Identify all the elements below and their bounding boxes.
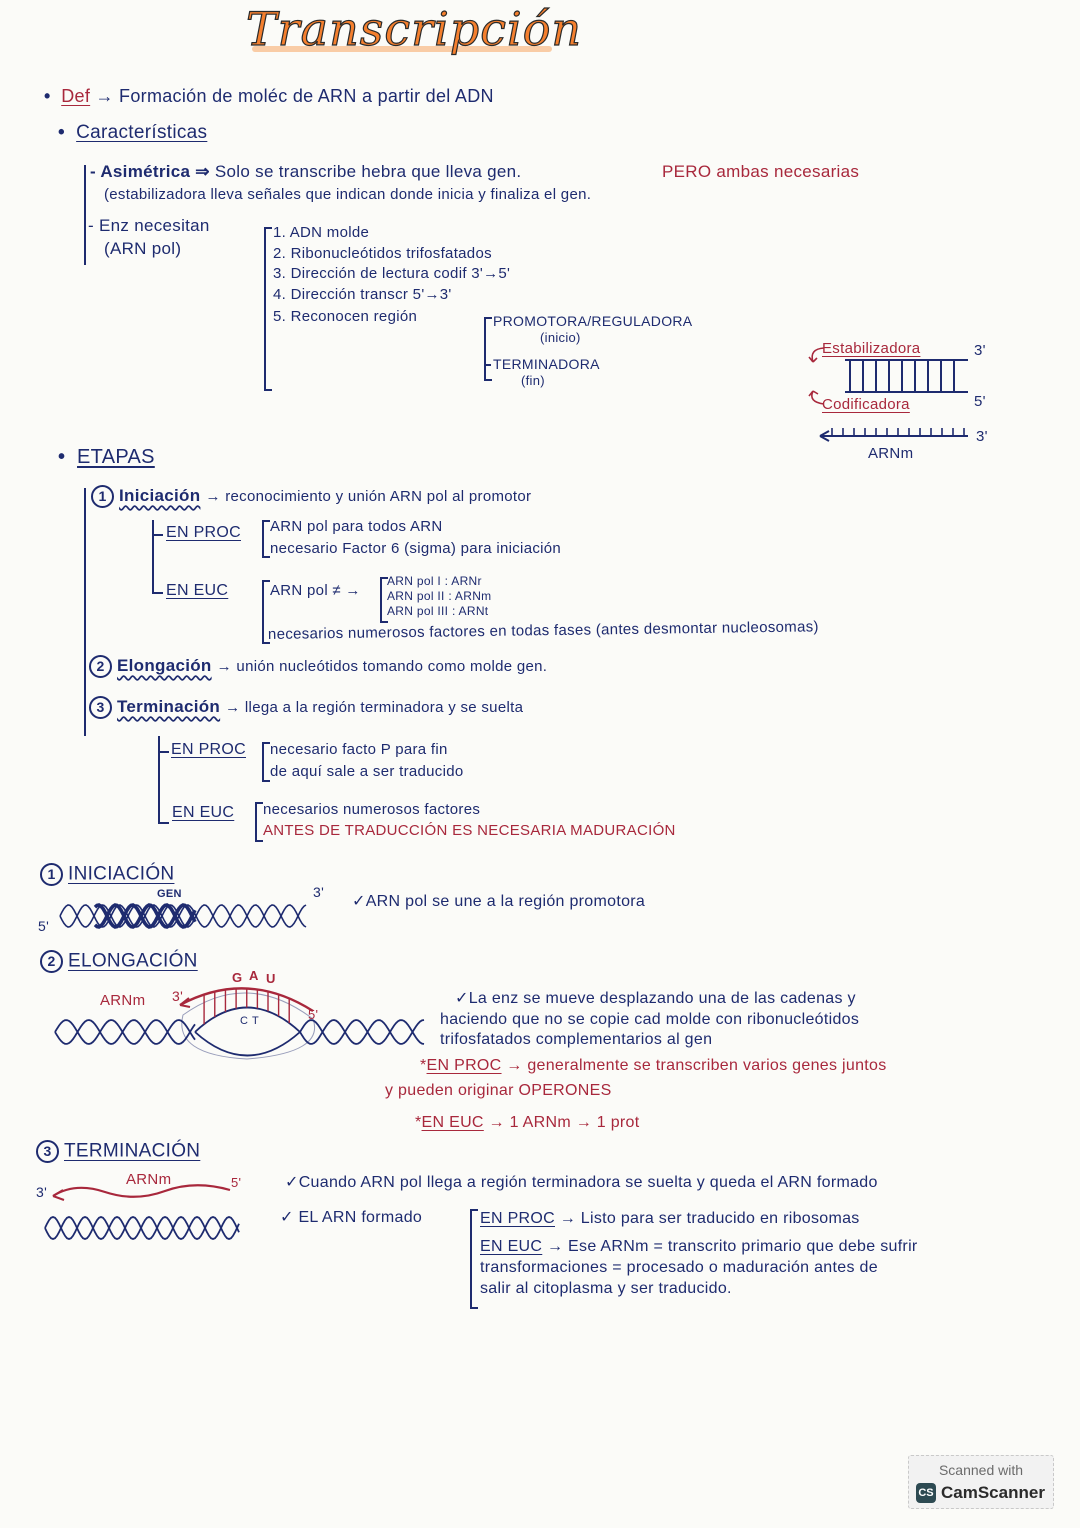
asymmetric-label: - Asimétrica ⇒	[90, 162, 210, 181]
termination-formed-label: ✓ EL ARN formado	[280, 1209, 423, 1226]
termination-sub-bar	[158, 736, 160, 824]
coding-strand-arrow	[809, 391, 824, 404]
elongation-proc-note	[420, 1057, 887, 1075]
definition-text: → Formación de moléc de ARN a partir del ADN	[95, 86, 494, 106]
initiation-note: ✓ARN pol se une a la región promotora	[352, 893, 646, 910]
strand-rna-label: ARNm	[868, 445, 914, 462]
formed-euc-text: transformaciones = procesado o maduración antes de	[480, 1259, 878, 1276]
note-prefix: *	[420, 1057, 427, 1074]
termination-proc-label: EN PROC	[171, 741, 246, 758]
elongation-euc-text: → 1 ARNm → 1 prot	[488, 1114, 640, 1131]
elongation-proc-label: EN PROC	[426, 1057, 502, 1074]
released-mrna	[45, 1176, 245, 1206]
stages-heading	[58, 446, 155, 469]
rna-base: A	[249, 968, 259, 983]
asymmetric-line	[90, 162, 521, 182]
strand-top-label: Estabilizadora	[822, 340, 921, 357]
diagram-number: 1	[40, 863, 63, 886]
formed-rna-bracket	[470, 1209, 478, 1309]
enzymes-item: 2. Ribonucleótidos trifosfatados	[273, 245, 492, 262]
characteristics-heading-text: Características	[76, 122, 208, 143]
rna-base: G	[232, 970, 243, 985]
enzymes-item: 5. Reconocen región	[273, 308, 418, 325]
initiation-proc-label: EN PROC	[166, 524, 241, 541]
enzymes-item: 4. Dirección transcr 5'→3'	[273, 286, 452, 303]
initiation-proc-line: necesario Factor 6 (sigma) para iniciación	[270, 540, 562, 557]
diagram-initiation-title: INICIACIÓN	[68, 863, 175, 885]
elongation-note: ✓La enz se mueve desplazando una de las cadenas y	[455, 990, 856, 1007]
released-mrna-strand	[53, 1185, 230, 1197]
diagram-number: 2	[40, 950, 63, 973]
strand-bottom-label: Codificadora	[822, 396, 910, 413]
asymmetric-detail: (estabilizadora lleva señales que indican donde inicia y finaliza el gen.	[104, 186, 592, 203]
enzymes-label: - Enz necesitan	[88, 216, 210, 235]
termination-euc-label: EN EUC	[172, 804, 235, 821]
termination-end5: 5'	[231, 1175, 242, 1190]
stage-number: 3	[89, 696, 112, 719]
polymerase-item: ARN pol III : ARNt	[387, 604, 489, 618]
elongation-euc-note	[415, 1114, 639, 1132]
termination-proc-line: necesario facto P para fin	[270, 741, 448, 758]
diagram-elongation-title: ELONGACIÓN	[68, 950, 198, 972]
elongation-text: → unión nucleótidos tomando como molde gen.	[216, 657, 548, 675]
region-note: (inicio)	[540, 330, 581, 345]
page-title: Transcripción	[246, 2, 583, 56]
elongation-name: Elongación	[117, 655, 212, 675]
polymerase-item: ARN pol I : ARNr	[387, 574, 482, 588]
asymmetric-note: PERO ambas necesarias	[662, 162, 860, 181]
regions-bracket	[484, 317, 492, 381]
formed-proc-line	[480, 1210, 860, 1228]
termination-name: Terminación	[117, 696, 221, 716]
scanner-badge	[908, 1455, 1054, 1509]
base-pair-rungs	[850, 360, 954, 392]
formed-euc-line	[480, 1238, 918, 1256]
termination-euc-bracket	[255, 802, 263, 842]
initiation-dna-helix	[55, 898, 315, 934]
stages-bar	[84, 488, 86, 736]
elongation-rna-end3: 3'	[172, 988, 184, 1004]
diagram-number: 3	[36, 1140, 59, 1163]
transcription-bubble-coding-strand	[195, 1032, 300, 1056]
initiation-proc-line: ARN pol para todos ARN	[270, 518, 443, 535]
termination-proc-tick	[159, 751, 169, 753]
released-mrna-arrowhead	[53, 1190, 64, 1200]
initiation-text: → reconocimiento y unión ARN pol al promotor	[205, 487, 532, 505]
camscanner-logo-icon: CS	[916, 1483, 936, 1503]
diagram-elongation-heading	[40, 950, 198, 973]
elongation-euc-label: EN EUC	[421, 1114, 484, 1131]
termination-dna-helix	[45, 1210, 245, 1246]
gene-label: GEN	[157, 888, 182, 900]
region-name: TERMINADORA	[493, 356, 600, 372]
formed-proc-text: → Listo para ser traducido en ribosomas	[559, 1210, 860, 1227]
termination-euc-line: necesarios numerosos factores	[263, 801, 481, 818]
enzymes-item: 3. Dirección de lectura codif 3'→5'	[273, 265, 511, 282]
formed-euc-label: EN EUC	[480, 1238, 543, 1255]
termination-euc-line: ANTES DE TRADUCCIÓN ES NECESARIA MADURACIÓN	[263, 822, 676, 839]
characteristics-heading	[58, 122, 207, 144]
initiation-euc-lead: ARN pol ≠ →	[270, 582, 361, 599]
formed-proc-label: EN PROC	[480, 1210, 555, 1227]
stages-heading-text: ETAPAS	[77, 446, 155, 468]
initiation-euc-tick	[153, 592, 163, 594]
termination-rna-label: ARNm	[126, 1171, 172, 1188]
initiation-proc-bracket	[262, 520, 270, 558]
diagram-termination-heading	[36, 1140, 200, 1163]
formed-euc-text: → Ese ARNm = transcrito primario que debe sufrir	[547, 1238, 918, 1255]
termination-note: ✓Cuando ARN pol llega a región terminadora se suelta y queda el ARN formado	[285, 1174, 878, 1191]
initiation-line	[91, 485, 531, 508]
strand-bottom-end: 5'	[974, 393, 986, 410]
strand-rna-end: 3'	[976, 428, 988, 445]
termination-end3: 3'	[36, 1184, 48, 1200]
characteristics-bar	[84, 165, 86, 265]
dna-base: C	[240, 1015, 249, 1027]
region-name: PROMOTORA/REGULADORA	[493, 313, 693, 329]
formed-euc-text: salir al citoplasma y ser traducido.	[480, 1280, 732, 1297]
stabilizing-strand-arrow	[809, 348, 824, 362]
region-note: (fin)	[521, 373, 545, 388]
polymerase-item: ARN pol II : ARNm	[387, 589, 492, 603]
scanner-caption: Scanned with	[938, 1462, 1024, 1478]
dna-strand-diagram	[800, 340, 980, 450]
initiation-end3: 3'	[313, 884, 325, 900]
termination-proc-line: de aquí sale a ser traducido	[270, 763, 464, 780]
elongation-rna-label: ARNm	[100, 992, 146, 1009]
regions-bracket-tick	[486, 364, 491, 366]
dna-base: T	[252, 1015, 260, 1027]
termination-euc-tick	[159, 822, 169, 824]
diagram-termination-title: TERMINACIÓN	[64, 1140, 201, 1162]
note-prefix: *	[415, 1114, 422, 1131]
definition-label: Def	[61, 86, 91, 106]
scanner-brand: CamScanner	[941, 1483, 1045, 1502]
elongation-line	[89, 655, 547, 678]
termination-text: → llega a la región terminadora y se suelta	[225, 698, 524, 716]
diagram-initiation-heading	[40, 863, 174, 886]
initiation-proc-tick	[153, 534, 163, 536]
stage-number: 1	[91, 485, 114, 508]
definition-line	[44, 86, 494, 107]
elongation-proc-text2: y pueden originar OPERONES	[385, 1082, 612, 1099]
enzymes-bracket	[264, 227, 272, 391]
enzymes-item: 1. ADN molde	[273, 224, 370, 241]
elongation-note: haciendo que no se copie cad molde con ribonucleótidos	[440, 1011, 860, 1028]
initiation-sub-bar	[152, 520, 154, 594]
stage-number: 2	[89, 655, 112, 678]
strand-top-end: 3'	[974, 342, 986, 359]
elongation-note: trifosfatados complementarios al gen	[440, 1031, 713, 1048]
initiation-end5: 5'	[38, 918, 50, 934]
initiation-name: Iniciación	[119, 485, 201, 505]
elongation-rna-end5: 5'	[308, 1007, 319, 1022]
termination-proc-bracket	[262, 742, 270, 782]
initiation-euc-note: necesarios numerosos factores en todas fases (antes desmontar nucleosomas)	[267, 618, 819, 643]
elongation-proc-text: → generalmente se transcriben varios genes juntos	[506, 1057, 887, 1074]
enzymes-sublabel: (ARN pol)	[104, 239, 182, 258]
termination-line	[89, 696, 523, 719]
rna-base: U	[266, 971, 276, 986]
initiation-euc-label: EN EUC	[166, 582, 229, 599]
asymmetric-text: Solo se transcribe hebra que lleva gen.	[214, 162, 522, 181]
rna-strand-ticks	[832, 428, 964, 436]
